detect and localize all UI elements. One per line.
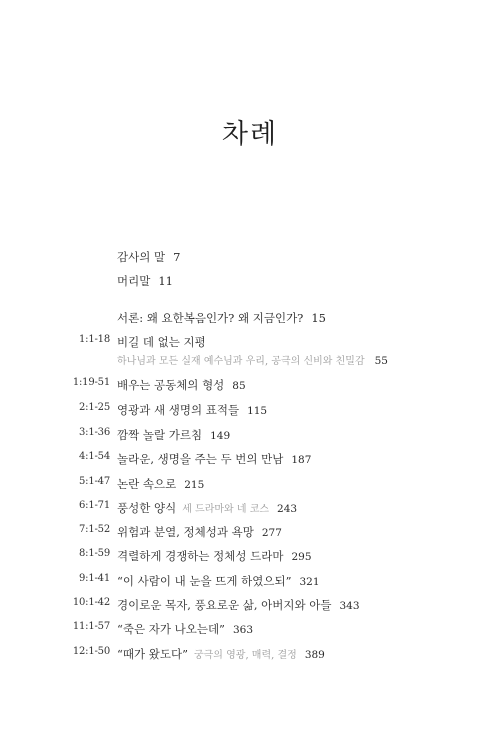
toc-chapter-2[interactable] [0,377,500,393]
chapter-reference: 9:1-41 [79,573,110,584]
chapter-subtitle: 궁극의 영광, 매력, 결정 [193,650,297,661]
toc-chapter-7[interactable] [0,500,500,516]
toc-page-number: 187 [291,454,312,466]
chapter-reference: 1:19-51 [72,377,110,388]
toc-page-number: 363 [232,624,253,636]
toc-chapter-9[interactable] [0,548,500,564]
chapter-title: “이 사람이 내 눈을 뜨게 하였으되” [117,574,292,588]
toc-chapter-4[interactable] [0,427,500,443]
chapter-subtitle: 세 드라마와 네 코스 [182,504,270,515]
chapter-title: 경이로운 목자, 풍요로운 삶, 아버지와 아들 [117,598,332,612]
toc-chapter-13[interactable] [0,646,500,662]
chapter-subtitle: 하나님과 모든 실재 예수님과 우리, 공극의 신비와 친밀감 [117,356,365,367]
chapter-title: 격렬하게 경쟁하는 정체성 드라마 [117,549,284,563]
toc-page-number: 11 [158,274,173,288]
toc-page-number: 115 [247,405,268,417]
toc-page-number: 343 [339,600,360,612]
chapter-title: 깜짝 놀랄 가르침 [117,428,203,442]
chapter-reference: 4:1-54 [79,451,110,462]
toc-page-number: 55 [374,355,388,367]
page-title: 차례 [221,119,279,150]
toc-page-number: 15 [311,311,326,325]
chapter-title: “때가 왔도다” [117,647,188,661]
toc-entry-label: 감사의 말 [117,250,166,264]
toc-entry-preface[interactable] [117,273,173,289]
chapter-reference: 6:1-71 [79,500,110,511]
toc-entry-label: 머리말 [117,274,151,288]
toc-page-number: 215 [184,479,205,491]
toc-entry-label: 서론: 왜 요한복음인가? 왜 지금인가? [117,311,304,325]
toc-chapter-11[interactable] [0,597,500,613]
chapter-title: 영광과 새 생명의 표적들 [117,403,240,417]
chapter-reference: 7:1-52 [79,524,110,535]
toc-entry-introduction[interactable] [117,310,326,326]
toc-page-number: 243 [277,503,298,515]
chapter-title: 논란 속으로 [117,477,177,491]
toc-chapter-12[interactable] [0,621,500,637]
toc-chapter-10[interactable] [0,573,500,589]
chapter-reference: 10:1-42 [72,597,110,608]
chapter-reference: 2:1-25 [79,402,110,413]
chapter-reference: 1:1-18 [79,334,110,345]
chapter-title: 놀라운, 생명을 주는 두 번의 만남 [117,452,284,466]
toc-page-number: 277 [261,527,282,539]
toc-chapter-3[interactable] [0,402,500,418]
chapter-reference: 11:1-57 [72,621,110,632]
chapter-title: 풍성한 양식 [117,501,177,515]
toc-page-number: 149 [210,430,231,442]
chapter-reference: 12:1-50 [72,646,110,657]
toc-entry-acknowledgements[interactable] [117,249,180,265]
toc-page-number: 7 [173,250,181,264]
chapter-title: “죽은 자가 나오는데” [117,622,225,636]
chapter-title: 배우는 공동체의 형성 [117,378,225,392]
toc-page-number: 321 [299,576,320,588]
chapter-title: 위험과 분열, 정체성과 욕망 [117,525,254,539]
toc-page-number: 389 [304,649,325,661]
toc-page-number: 295 [291,551,312,563]
toc-chapter-8[interactable] [0,524,500,540]
chapter-reference: 3:1-36 [79,427,110,438]
chapter-reference: 5:1-47 [79,476,110,487]
toc-chapter-5[interactable] [0,451,500,467]
toc-chapter-6[interactable] [0,476,500,492]
chapter-title: 비길 데 없는 지평 [117,335,206,349]
chapter-reference: 8:1-59 [79,548,110,559]
toc-page-number: 85 [232,380,246,392]
toc-chapter-1[interactable] [0,334,500,367]
